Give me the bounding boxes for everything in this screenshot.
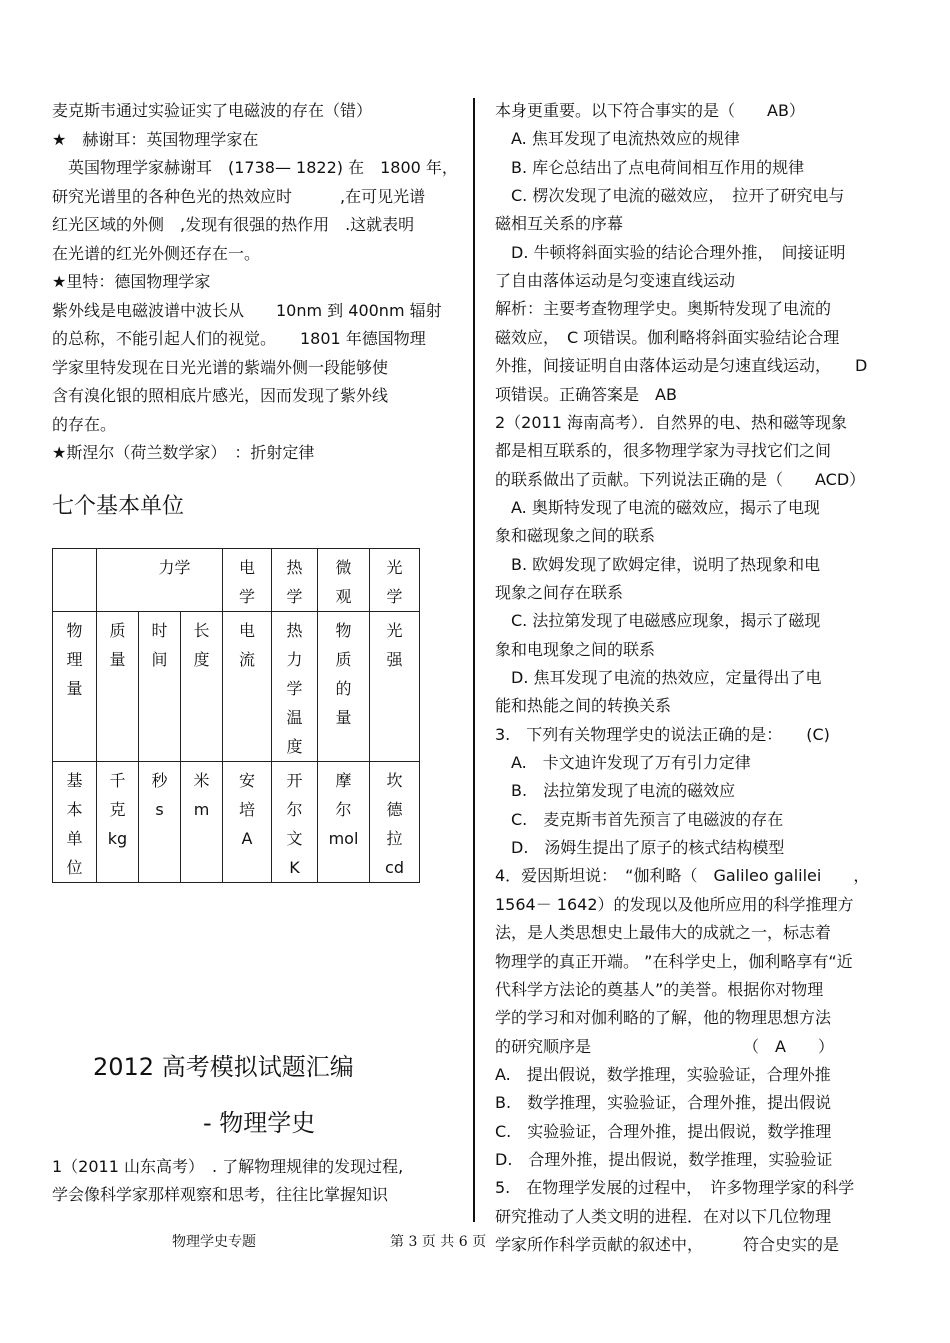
question-1-line-2: 学会像科学家那样观察和思考，往往比掌握知识 bbox=[52, 1185, 389, 1204]
table-cell: 时 间 bbox=[139, 612, 181, 762]
table-cell: 电 流 bbox=[223, 612, 272, 762]
table-cell: 基 本 单 位 bbox=[53, 762, 97, 883]
right-text-line-19: C. 法拉第发现了电磁感应现象，揭示了磁现 bbox=[495, 611, 821, 631]
right-text-line-12: 2（2011 海南高考）．自然界的电、热和磁等现象 bbox=[495, 412, 847, 432]
right-text-line-10: 外推，间接证明自由落体运动是匀速直线运动， D bbox=[495, 356, 868, 376]
left-text-line-3: 英国物理学家赫谢耳 (1738— 1822) 在 1800 年， bbox=[52, 158, 458, 177]
right-text-line-3: B. 库仑总结出了点电荷间相互作用的规律 bbox=[495, 157, 805, 177]
table-header-cell: 热 学 bbox=[272, 549, 318, 612]
table-cell: 千 克 kg bbox=[97, 762, 139, 883]
right-text-line-38: D. 合理外推，提出假说，数学推理，实验验证 bbox=[495, 1149, 833, 1169]
left-text-line-8: 紫外线是电磁波谱中波长从 10nm 到 400nm 辐射 bbox=[52, 300, 442, 320]
table-row-unit bbox=[53, 762, 420, 883]
right-text-line-25: B. 法拉第发现了电流的磁效应 bbox=[495, 781, 736, 801]
table-header-cell: 光 学 bbox=[370, 549, 420, 612]
right-text-line-5: 磁相互关系的序幕 bbox=[495, 214, 624, 234]
left-text-line-6: 在光谱的红光外侧还存在一。 bbox=[52, 243, 261, 263]
right-text-line-31: 物理学的真正开端。 ”在科学史上，伽利略享有“近 bbox=[495, 951, 853, 971]
table-cell: 物 理 量 bbox=[53, 612, 97, 762]
left-text-line-10: 学家里特发现在日光光谱的紫端外侧一段能够使 bbox=[52, 357, 389, 377]
table-cell: 秒 s bbox=[139, 762, 181, 883]
column-divider bbox=[473, 98, 475, 1222]
right-text-line-9: 磁效应， C 项错误。伽利略将斜面实验结论合理 bbox=[495, 327, 840, 347]
right-text-line-18: 现象之间存在联系 bbox=[495, 582, 624, 602]
right-text-line-30: 法，是人类思想史上最伟大的成就之一，标志着 bbox=[495, 923, 832, 943]
right-text-line-41: 学家所作科学贡献的叙述中， 符合史实的是 bbox=[495, 1235, 840, 1254]
table-cell: 光 强 bbox=[370, 612, 420, 762]
document-subtitle: - 物理学史 bbox=[203, 1109, 316, 1137]
left-text-line-2: ★ 赫谢耳：英国物理学家在 bbox=[52, 129, 259, 149]
table-header-cell: 微 观 bbox=[318, 549, 370, 612]
left-text-line-4: 研究光谱里的各种色光的热效应时 ,在可见光谱 bbox=[52, 186, 426, 206]
right-text-line-29: 1564－ 1642）的发现以及他所应用的科学推理方 bbox=[495, 894, 854, 914]
right-text-line-34: 的研究顺序是 （ A ） bbox=[495, 1036, 834, 1056]
left-text-line-1: 麦克斯韦通过实验证实了电磁波的存在（错） bbox=[52, 101, 373, 120]
right-text-line-16: 象和磁现象之间的联系 bbox=[495, 526, 656, 546]
document-title: 2012 高考模拟试题汇编 bbox=[93, 1053, 354, 1081]
right-text-line-23: 3. 下列有关物理学史的说法正确的是： (C) bbox=[495, 724, 830, 744]
right-text-line-39: 5. 在物理学发展的过程中， 许多物理学家的科学 bbox=[495, 1178, 855, 1198]
table-cell: 物 质 的 量 bbox=[318, 612, 370, 762]
left-text-line-12: 的存在。 bbox=[52, 414, 117, 434]
right-text-line-37: C. 实验验证，合理外推，提出假说，数学推理 bbox=[495, 1121, 832, 1141]
table-cell: 摩 尔 mol bbox=[318, 762, 370, 883]
right-text-line-32: 代科学方法论的奠基人”的美誉。根据你对物理 bbox=[495, 979, 824, 999]
right-text-line-28: 4．爱因斯坦说： “伽利略（ Galileo galilei ， bbox=[495, 866, 870, 886]
right-text-line-7: 了自由落体运动是匀变速直线运动 bbox=[495, 271, 736, 291]
right-text-line-17: B. 欧姆发现了欧姆定律，说明了热现象和电 bbox=[495, 554, 821, 574]
right-text-line-22: 能和热能之间的转换关系 bbox=[495, 696, 672, 716]
right-text-line-11: 项错误。正确答案是 AB bbox=[495, 384, 677, 404]
right-text-line-33: 学的学习和对伽利略的了解，他的物理思想方法 bbox=[495, 1008, 832, 1028]
right-text-line-24: A. 卡文迪许发现了万有引力定律 bbox=[495, 753, 751, 773]
table-header-cell: 力学 bbox=[97, 549, 223, 612]
right-text-line-26: C. 麦克斯韦首先预言了电磁波的存在 bbox=[495, 809, 784, 829]
right-text-line-35: A. 提出假说，数学推理，实验验证，合理外推 bbox=[495, 1064, 831, 1084]
right-text-line-40: 研究推动了人类文明的进程．在对以下几位物理 bbox=[495, 1206, 832, 1226]
footer-left: 物理学史专题 bbox=[172, 1234, 256, 1250]
units-heading: 七个基本单位 bbox=[52, 494, 185, 519]
left-text-line-9: 的总称，不能引起人们的视觉。 1801 年德国物理 bbox=[52, 329, 426, 348]
table-cell: 坎 德 拉 cd bbox=[370, 762, 420, 883]
table-cell: 安 培 A bbox=[223, 762, 272, 883]
question-1-line-1: 1（2011 山东高考） . 了解物理规律的发现过程, bbox=[52, 1157, 404, 1176]
table-cell: 热 力 学 温 度 bbox=[272, 612, 318, 762]
table-header-cell bbox=[53, 549, 97, 612]
table-cell: 质 量 bbox=[97, 612, 139, 762]
table-cell: 开 尔 文 K bbox=[272, 762, 318, 883]
right-text-line-8: 解析：主要考查物理学史。奥斯特发现了电流的 bbox=[495, 299, 832, 319]
right-text-line-1: 本身更重要。以下符合事实的是（ AB） bbox=[495, 101, 805, 120]
base-units-table bbox=[52, 548, 420, 883]
left-text-line-7: ★里特：德国物理学家 bbox=[52, 272, 211, 291]
right-text-line-21: D. 焦耳发现了电流的热效应，定量得出了电 bbox=[495, 668, 822, 687]
right-text-line-6: D. 牛顿将斜面实验的结论合理外推， 间接证明 bbox=[495, 242, 846, 262]
right-text-line-4: C. 楞次发现了电流的磁效应， 拉开了研究电与 bbox=[495, 186, 845, 206]
right-text-line-36: B. 数学推理，实验验证，合理外推，提出假说 bbox=[495, 1093, 832, 1113]
footer-page-number: 第 3 页 共 6 页 bbox=[390, 1234, 487, 1250]
left-text-line-5: 红光区域的外侧 ,发现有很强的热作用 .这就表明 bbox=[52, 215, 415, 234]
left-text-line-11: 含有溴化银的照相底片感光，因而发现了紫外线 bbox=[52, 386, 389, 405]
right-text-line-14: 的联系做出了贡献。下列说法正确的是（ ACD） bbox=[495, 469, 866, 489]
left-text-line-13: ★斯涅尔（荷兰数学家） ：折射定律 bbox=[52, 443, 315, 462]
table-cell: 米 m bbox=[181, 762, 223, 883]
right-text-line-13: 都是相互联系的，很多物理学家为寻找它们之间 bbox=[495, 441, 832, 461]
right-text-line-20: 象和电现象之间的联系 bbox=[495, 639, 656, 659]
table-header-cell: 电 学 bbox=[223, 549, 272, 612]
right-text-line-27: D. 汤姆生提出了原子的核式结构模型 bbox=[495, 838, 785, 858]
table-cell: 长 度 bbox=[181, 612, 223, 762]
right-text-line-2: A. 焦耳发现了电流热效应的规律 bbox=[495, 129, 740, 149]
right-text-line-15: A. 奥斯特发现了电流的磁效应，揭示了电现 bbox=[495, 497, 820, 517]
table-row-quantity bbox=[53, 612, 420, 762]
